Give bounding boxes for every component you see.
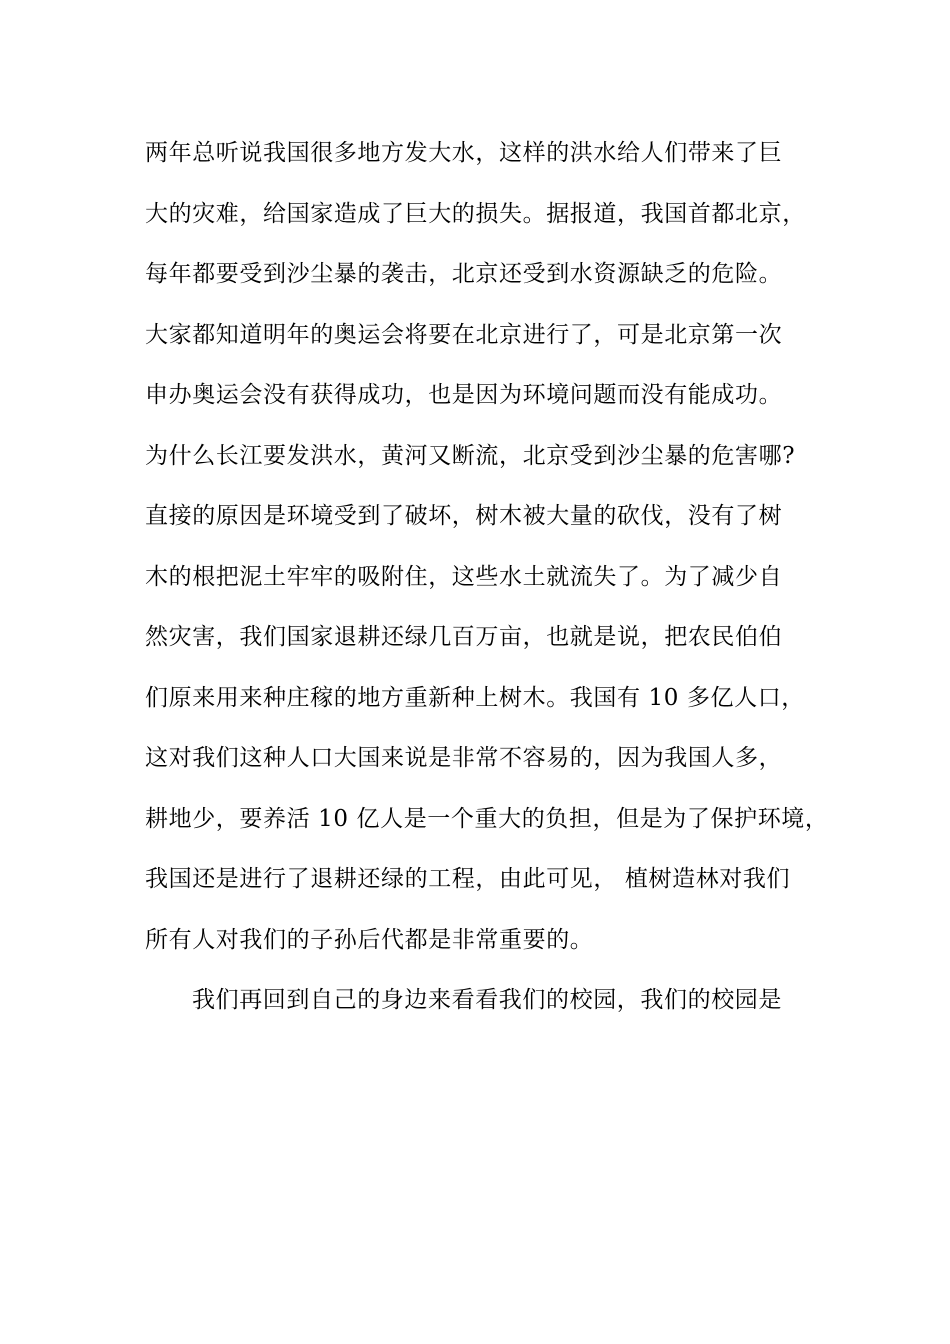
text-line: 大的灾难，给国家造成了巨大的损失。据报道，我国首都北京， (145, 200, 806, 227)
text-line: 耕地少，要养活 10 亿人是一个重大的负担，但是为了保护环境， (145, 805, 829, 832)
paragraph-start-line: 我们再回到自己的身边来看看我们的校园，我们的校园是 (192, 987, 782, 1013)
text-line: 两年总听说我国很多地方发大水，这样的洪水给人们带来了巨 (145, 140, 783, 166)
text-line: 所有人对我们的子孙后代都是非常重要的。 (145, 926, 594, 953)
text-line: 每年都要受到沙尘暴的袭击，北京还受到水资源缺乏的危险。 (145, 261, 783, 287)
text-line: 然灾害，我们国家退耕还绿几百万亩，也就是说，把农民伯伯 (145, 624, 783, 650)
text-line: 们原来用来种庄稼的地方重新种上树木。我国有 10 多亿人口， (145, 684, 805, 711)
text-line: 我国还是进行了退耕还绿的工程，由此可见， 植树造林对我们 (145, 866, 791, 892)
text-line: 直接的原因是环境受到了破坏，树木被大量的砍伐，没有了树 (145, 503, 783, 529)
body-text (145, 127, 845, 1035)
text-line: 这对我们这种人口大国来说是非常不容易的，因为我国人多， (145, 745, 783, 771)
text-line: 大家都知道明年的奥运会将要在北京进行了，可是北京第一次 (145, 321, 783, 348)
text-line: 木的根把泥土牢牢的吸附住，这些水土就流失了。为了减少自 (145, 563, 783, 590)
text-line: 申办奥运会没有获得成功，也是因为环境问题而没有能成功。 (145, 382, 783, 408)
text-line: 为什么长江要发洪水，黄河又断流，北京受到沙尘暴的危害哪? (145, 442, 796, 469)
